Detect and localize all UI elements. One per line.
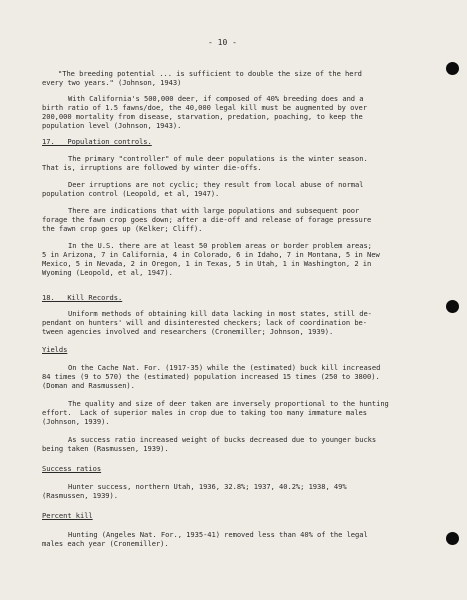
text-line: The quality and size of deer taken are inversely proportional to the hunting [68, 399, 389, 408]
text-line: Deer irruptions are not cyclic; they result from local abuse of normal [68, 180, 364, 189]
text-line: As success ratio increased weight of bucks decreased due to younger bucks [68, 435, 377, 444]
text-line: (Rasmussen, 1939). [42, 491, 118, 500]
text-line: Uniform methods of obtaining kill data lacking in most states, still de- [68, 309, 372, 318]
text-line: population control (Leopold, et al, 1947). [42, 189, 220, 198]
text-line: effort. Lack of superior males in crop due to taking too many immature males [42, 408, 368, 417]
text-line: population level (Johnson, 1943). [42, 121, 182, 130]
text-line: On the Cache Nat. For. (1917-35) while the (estimated) buck kill increased [68, 363, 381, 372]
subsection-heading: Percent kill [42, 511, 93, 520]
section-heading: 17. Population controls. [42, 137, 152, 146]
text-line: "The breeding potential ... is sufficient to double the size of the herd [58, 69, 362, 78]
text-line: Hunting (Angeles Nat. For., 1935-41) removed less than 40% of the legal [68, 530, 368, 539]
section-heading: 18. Kill Records. [42, 293, 123, 302]
text-line: 5 in Arizona, 7 in California, 4 in Colorado, 6 in Idaho, 7 in Montana, 5 in New [42, 250, 380, 259]
text-line: In the U.S. there are at least 50 problem areas or border problem areas; [68, 241, 372, 250]
text-line: Wyoming (Leopold, et al, 1947). [42, 268, 173, 277]
binder-hole-top [446, 62, 459, 75]
text-line: Mexico, 5 in Nevada, 2 in Oregon, 1 in Texas, 5 in Utah, 1 in Washington, 2 in [42, 259, 372, 268]
text-line: pendant on hunters' will and disinterested checkers; lack of coordination be- [42, 318, 368, 327]
text-line: tween agencies involved and researchers (Cronemiller; Johnson, 1939). [42, 327, 334, 336]
text-line: forage the fawn crop goes down; after a die-off and release of forage pressure [42, 215, 372, 224]
subsection-heading: Success ratios [42, 464, 102, 473]
text-line: (Johnson, 1939). [42, 417, 110, 426]
text-line: birth ratio of 1.5 fawns/doe, the 40,000 legal kill must be augmented by over [42, 103, 368, 112]
text-line: males each year (Cronemiller). [42, 539, 169, 548]
text-line: every two years." (Johnson, 1943) [42, 78, 182, 87]
text-line: 84 times (9 to 570) the (estimated) population increased 15 times (250 to 3800). [42, 372, 380, 381]
text-line: the fawn crop goes up (Kelker; Cliff). [42, 224, 203, 233]
text-line: being taken (Rasmussen, 1939). [42, 444, 169, 453]
text-line: (Doman and Rasmussen). [42, 381, 135, 390]
subsection-heading: Yields [42, 345, 68, 354]
text-line: With California's 500,000 deer, if composed of 40% breeding does and a [68, 94, 364, 103]
binder-hole-bottom [446, 532, 459, 545]
text-line: There are indications that with large populations and subsequent poor [68, 206, 360, 215]
text-line: 200,000 mortality from disease, starvation, predation, poaching, to keep the [42, 112, 363, 121]
text-line: Hunter success, northern Utah, 1936, 32.8%; 1937, 40.2%; 1938, 49% [68, 482, 347, 491]
binder-hole-middle [446, 300, 459, 313]
page-number: - 10 - [208, 38, 237, 47]
text-line: That is, irruptions are followed by winter die-offs. [42, 163, 262, 172]
text-line: The primary "controller" of mule deer populations is the winter season. [68, 154, 368, 163]
